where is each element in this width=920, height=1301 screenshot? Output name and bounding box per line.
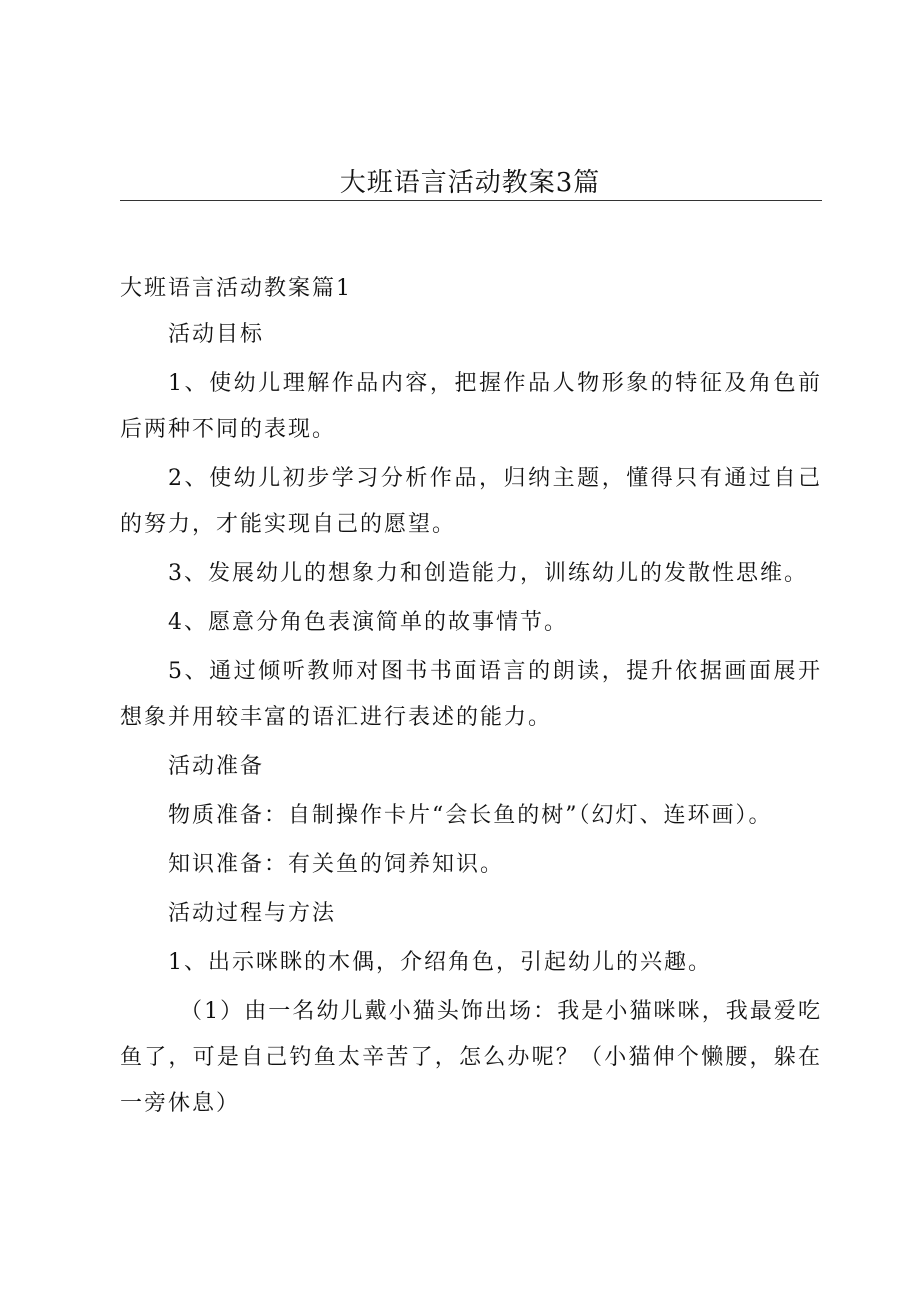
process-substep-1: （1）由一名幼儿戴小猫头饰出场：我是小猫咪咪，我最爱吃鱼了，可是自己钓鱼太辛苦了，怎么办呢？（小猫伸个懒腰，躲在一旁休息）	[120, 999, 822, 1116]
knowledge-preparation: 知识准备：有关鱼的饲养知识。	[168, 852, 505, 877]
title-underline	[120, 200, 822, 201]
heading-activity-goals: 活动目标	[168, 322, 265, 347]
goal-item-3: 3、发展幼儿的想象力和创造能力，训练幼儿的发散性思维。	[168, 561, 808, 586]
goal-item-4: 4、愿意分角色表演简单的故事情节。	[168, 610, 568, 635]
document-title: 大班语言活动教案3篇	[339, 168, 601, 198]
document-body	[120, 266, 822, 1130]
goal-item-5: 5、通过倾听教师对图书书面语言的朗读，提升依据画面展开想象并用较丰富的语汇进行表述的能力。	[120, 659, 822, 730]
process-step-1: 1、出示咪眯的木偶，介绍角色，引起幼儿的兴趣。	[168, 950, 712, 975]
material-preparation: 物质准备：自制操作卡片“会长鱼的树”（幻灯、连环画）。	[168, 803, 773, 828]
heading-activity-preparation: 活动准备	[168, 754, 265, 779]
section-heading: 大班语言活动教案篇1	[120, 276, 352, 301]
heading-process-and-method: 活动过程与方法	[168, 901, 337, 926]
goal-item-1: 1、使幼儿理解作品内容，把握作品人物形象的特征及角色前后两种不同的表现。	[120, 371, 822, 442]
goal-item-2: 2、使幼儿初步学习分析作品，归纳主题，懂得只有通过自己的努力，才能实现自己的愿望。	[120, 466, 822, 537]
